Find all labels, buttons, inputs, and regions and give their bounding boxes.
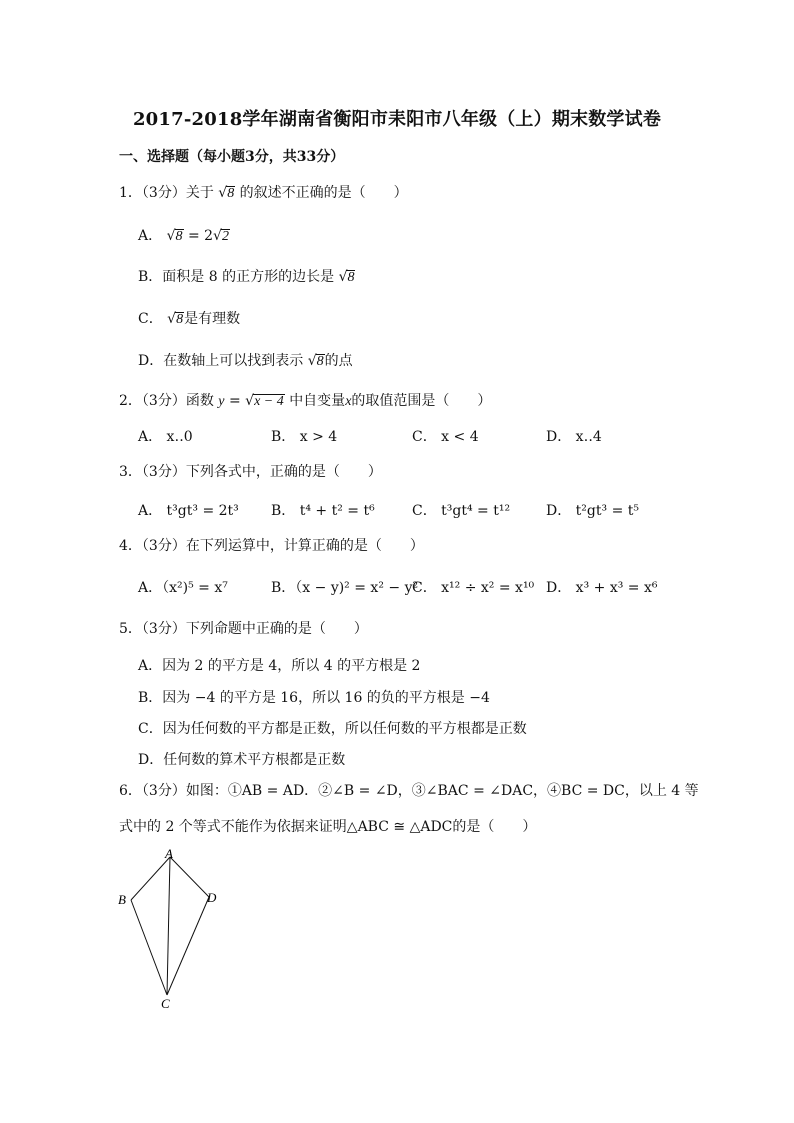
question-1-stem — [119, 182, 408, 202]
q3-option-b: B． t⁴ + t² = t⁶ — [271, 503, 375, 519]
q1-option-c-label: C． — [138, 311, 163, 327]
sqrt-sign: √ — [338, 269, 348, 285]
page-title: 2017-2018学年湖南省衡阳市耒阳市八年级（上）期末数学试卷 — [132, 109, 662, 130]
q1-option-d-radicand: 8 — [316, 354, 324, 369]
q1-stem-suffix: 的叙述不正确的是（ ） — [239, 185, 408, 201]
q1-option-a-radicand: 8 — [175, 229, 183, 244]
q2-option-b: B． x > 4 — [271, 429, 338, 445]
vertex-label-d: D — [207, 890, 217, 905]
kite-figure — [110, 845, 240, 1015]
segment-bc — [131, 900, 167, 995]
q3-option-a: A． t³gt³ = 2t³ — [138, 503, 239, 519]
question-6-stem-line1: 6．（3分）如图：①AB = AD．②∠B = ∠D，③∠BAC = ∠DAC，④BC = DC，以上 4 等 — [119, 783, 699, 799]
sqrt-sign: √ — [167, 311, 177, 327]
question-5-stem: 5．（3分）下列命题中正确的是（ ） — [119, 621, 368, 637]
q1-option-d-tail: 的点 — [324, 353, 353, 369]
vertex-label-a: A — [165, 846, 173, 861]
question-4-stem: 4．（3分）在下列运算中，计算正确的是（ ） — [119, 538, 424, 554]
question-5-option-c: C．因为任何数的平方都是正数，所以任何数的平方根都是正数 — [138, 721, 527, 737]
q2-radicand: x − 4 — [254, 394, 284, 409]
q2-option-a: A． x‥0 — [138, 429, 193, 445]
q3-option-d: D． t²gt³ = t⁵ — [546, 503, 639, 519]
segment-dc — [167, 897, 209, 995]
q1-option-a-radicand-2: 2 — [221, 229, 229, 244]
q1-radicand: 8 — [227, 186, 235, 201]
section-heading: 一、选择题（每小题3分，共33分） — [119, 149, 345, 165]
q2-var-y: y — [218, 394, 225, 409]
segment-ab — [131, 857, 170, 900]
q1-stem-prefix: 1．（3分）关于 — [119, 185, 214, 201]
q1-option-a-label: A． — [138, 228, 163, 244]
question-6-stem-line2: 式中的 2 个等式不能作为依据来证明△ABC ≅ △ADC的是（ ） — [119, 819, 537, 835]
segment-ad — [170, 857, 209, 897]
q2-stem-suffix: 的取值范围是（ ） — [351, 393, 492, 409]
sqrt-sign: √ — [245, 393, 255, 409]
sqrt-sign: √ — [218, 185, 228, 201]
q1-option-d-text: D．在数轴上可以找到表示 — [138, 353, 304, 369]
q1-option-a-equals: = 2 — [183, 228, 214, 244]
q2-option-d: D． x‥4 — [546, 429, 602, 445]
sqrt-sign: √ — [213, 228, 222, 244]
question-1-option-a — [138, 225, 230, 245]
q1-option-c-radicand: 8 — [176, 312, 184, 327]
vertex-label-b: B — [118, 892, 126, 907]
q2-var-x: x — [345, 394, 352, 409]
q1-option-c-text: 是有理数 — [184, 311, 241, 327]
q2-stem-middle: 中自变量 — [289, 393, 346, 409]
question-1-option-d — [138, 350, 353, 370]
q4-option-b: B．（x − y)² = x² − y² — [271, 580, 419, 596]
q3-option-c: C． t³gt⁴ = t¹² — [412, 503, 511, 519]
q2-stem-prefix: 2．（3分）函数 — [119, 393, 214, 409]
segment-ac — [167, 857, 170, 995]
q2-equals: = — [224, 393, 246, 409]
vertex-label-c: C — [161, 996, 170, 1011]
question-5-option-d: D．任何数的算术平方根都是正数 — [138, 752, 346, 768]
q4-option-d: D． x³ + x³ = x⁶ — [546, 580, 658, 596]
question-2-stem — [119, 390, 491, 410]
q4-option-a: A．（x²)⁵ = x⁷ — [138, 580, 228, 596]
question-3-stem: 3．（3分）下列各式中，正确的是（ ） — [119, 464, 382, 480]
q2-option-c: C． x < 4 — [412, 429, 479, 445]
q4-option-c: C． x¹² ÷ x² = x¹⁰ — [412, 580, 535, 596]
question-5-option-b: B．因为 −4 的平方是 16，所以 16 的负的平方根是 −4 — [138, 690, 490, 706]
q1-option-b-radicand: 8 — [347, 270, 355, 285]
sqrt-sign: √ — [307, 353, 317, 369]
question-1-option-c — [138, 308, 240, 328]
question-5-option-a: A．因为 2 的平方是 4，所以 4 的平方根是 2 — [138, 658, 421, 674]
q1-option-b-text: B．面积是 8 的正方形的边长是 — [138, 269, 335, 285]
question-1-option-b — [138, 266, 355, 286]
sqrt-sign: √ — [166, 228, 176, 244]
